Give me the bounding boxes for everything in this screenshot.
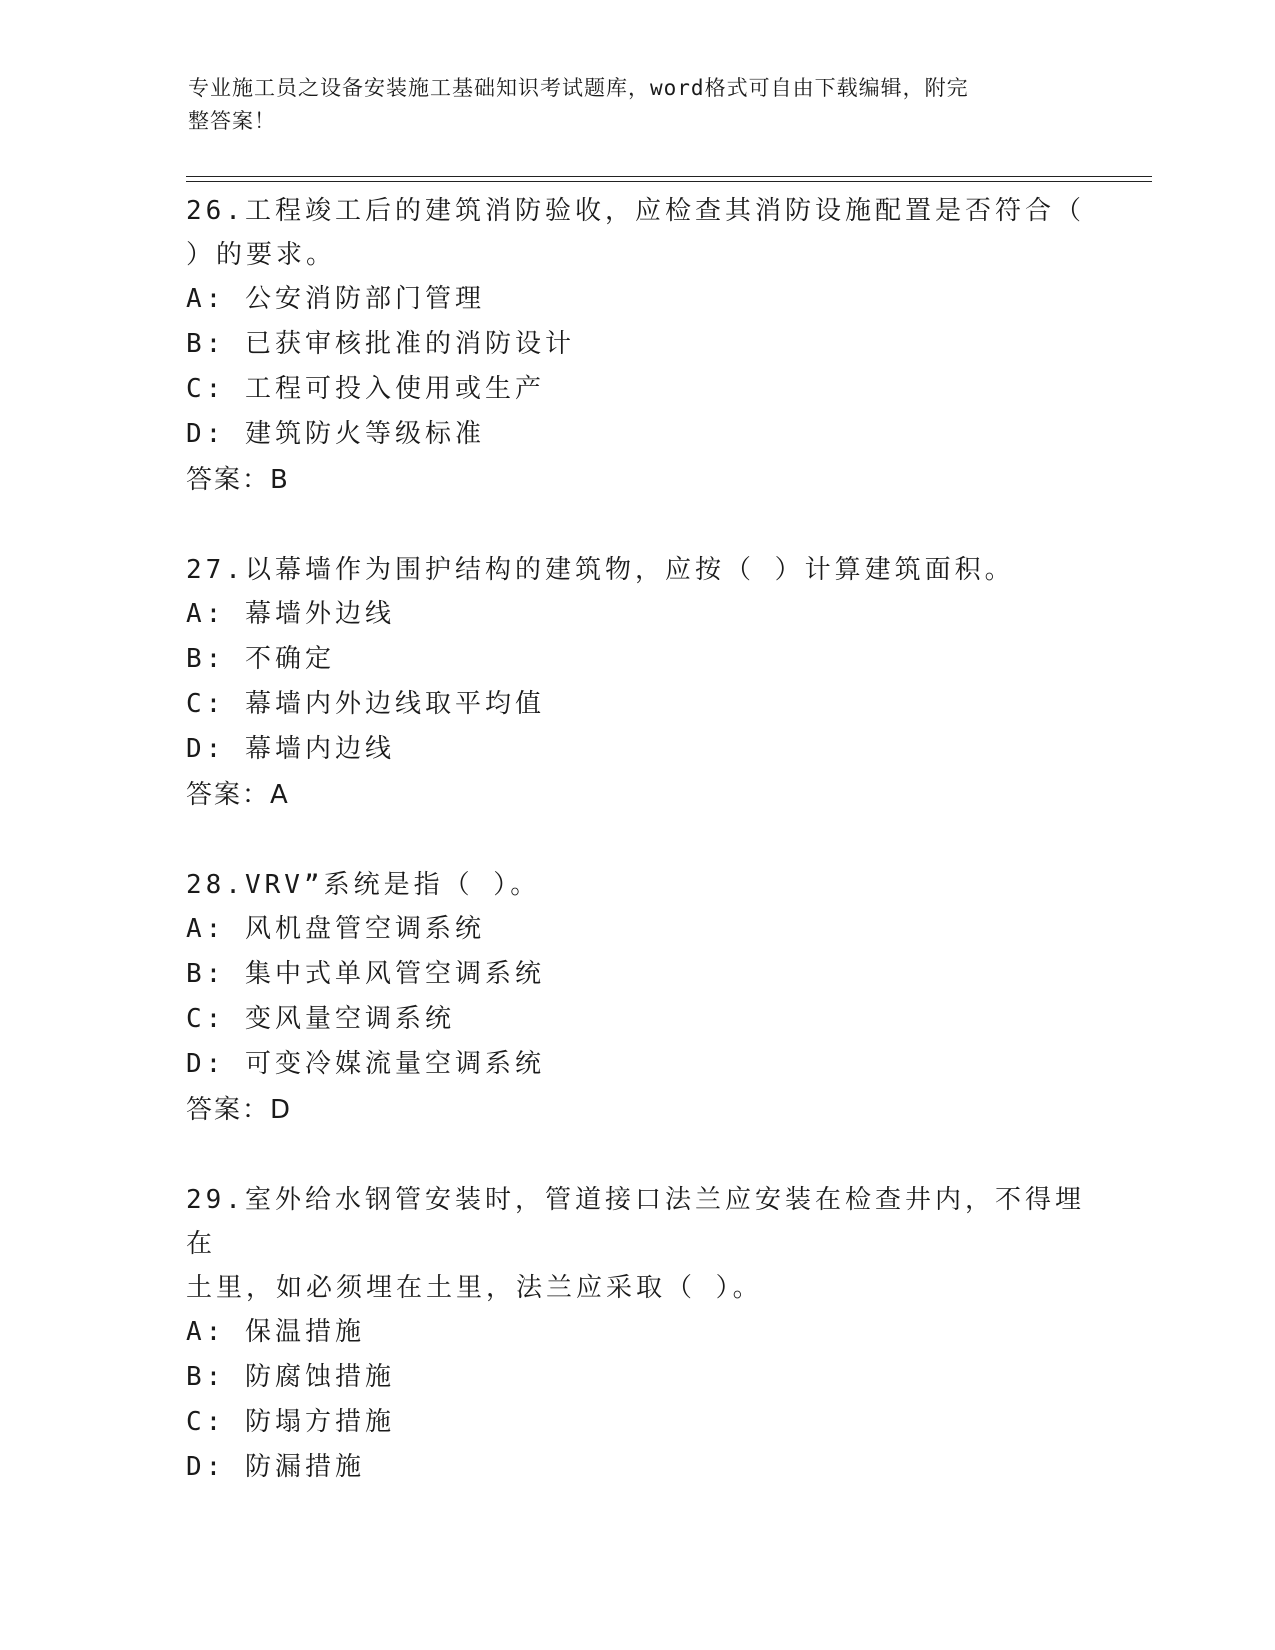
answer: 答案：B	[186, 465, 290, 495]
header-line: 专业施工员之设备安装施工基础知识考试题库，word格式可自由下载编辑，附完	[188, 76, 969, 100]
question-list	[186, 189, 1086, 1490]
option-b: B: 防腐蚀措施	[186, 1362, 395, 1392]
header-divider	[186, 181, 1152, 182]
option-a: A: 保温措施	[186, 1317, 365, 1347]
question-stem: ）的要求。	[186, 240, 337, 270]
option-c: C: 防塌方措施	[186, 1407, 395, 1437]
header-line: 整答案！	[188, 109, 276, 133]
option-b: B: 不确定	[186, 644, 335, 674]
question-26	[186, 189, 1086, 503]
option-b: B: 已获审核批准的消防设计	[186, 329, 575, 359]
option-d: D: 可变冷媒流量空调系统	[186, 1049, 545, 1079]
question-28	[186, 863, 1086, 1133]
option-b: B: 集中式单风管空调系统	[186, 959, 545, 989]
answer: 答案：D	[186, 1095, 293, 1125]
question-29	[186, 1178, 1086, 1490]
question-stem: 27.以幕墙作为围护结构的建筑物，应按（ ）计算建筑面积。	[186, 555, 1015, 585]
question-stem: 29.室外给水钢管安装时，管道接口法兰应安装在检查井内，不得埋在	[186, 1185, 1085, 1259]
option-c: C: 变风量空调系统	[186, 1004, 455, 1034]
option-c: C: 幕墙内外边线取平均值	[186, 689, 545, 719]
option-a: A: 风机盘管空调系统	[186, 914, 485, 944]
header-divider	[186, 176, 1152, 177]
option-d: D: 防漏措施	[186, 1452, 365, 1482]
question-stem: 28.VRV”系统是指（ ）。	[186, 870, 541, 900]
option-c: C: 工程可投入使用或生产	[186, 374, 545, 404]
question-stem: 26.工程竣工后的建筑消防验收，应检查其消防设施配置是否符合（	[186, 196, 1085, 226]
option-d: D: 建筑防火等级标准	[186, 419, 485, 449]
option-d: D: 幕墙内边线	[186, 734, 395, 764]
document-header	[188, 72, 1068, 138]
question-stem: 土里，如必须埋在土里，法兰应采取（ ）。	[186, 1273, 763, 1303]
option-a: A: 公安消防部门管理	[186, 284, 485, 314]
option-a: A: 幕墙外边线	[186, 599, 395, 629]
answer: 答案：A	[186, 780, 290, 810]
question-27	[186, 548, 1086, 818]
